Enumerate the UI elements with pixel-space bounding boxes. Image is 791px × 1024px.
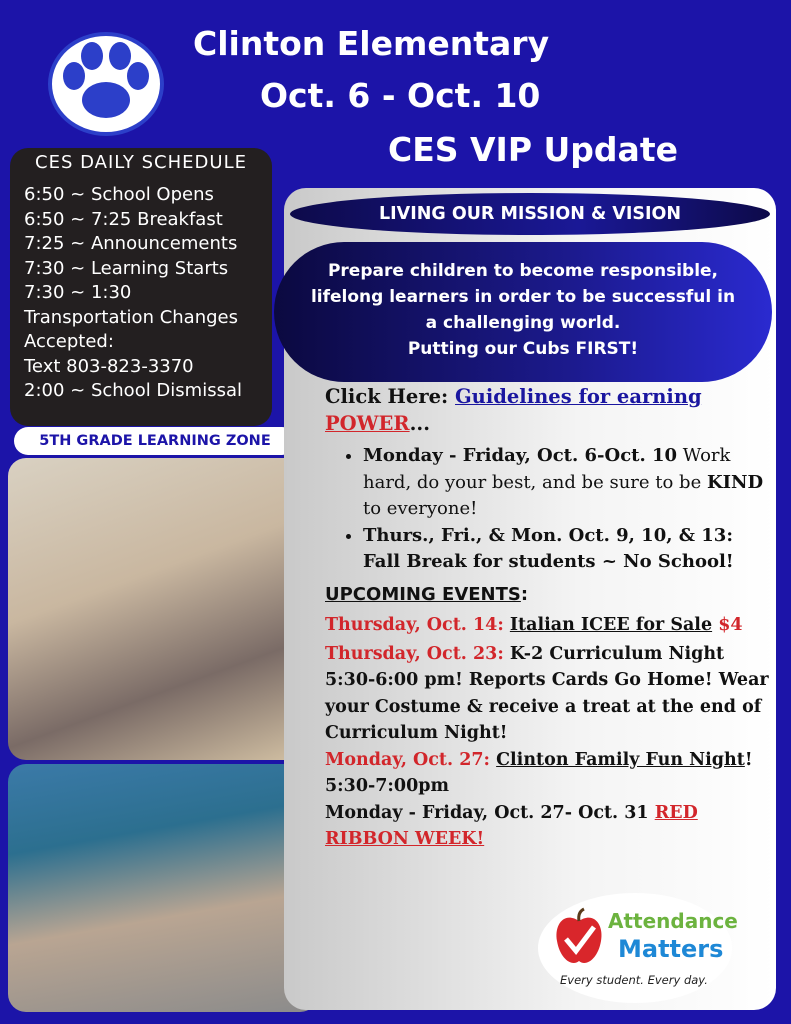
schedule-item: Transportation Changes [24,306,238,328]
date-range: Oct. 6 - Oct. 10 [260,76,541,115]
event-text: Monday - Friday, Oct. 27- Oct. 31 [325,802,655,823]
event-item [325,800,770,853]
announcement-list [345,443,770,576]
mission-statement [274,242,772,382]
bullet-text: Work hard, do your best, and be sure to be [363,445,731,493]
learning-zone-label: 5TH GRADE LEARNING ZONE [14,427,296,455]
event-date: Monday, Oct. 27: [325,749,491,770]
list-item: • Thurs., Fri., & Mon. Oct. 9, 10, & 13: Fall Break for students ~ No School! [363,523,770,576]
schedule-item: 6:50 ~ School Opens [24,184,214,205]
event-item [325,641,770,747]
schedule-item: 7:30 ~ Learning Starts [24,257,229,279]
bullet-date: Monday - Friday, Oct. 6-Oct. 10 [363,445,678,466]
attendance-badge [538,893,738,1003]
school-name: Clinton Elementary [193,24,550,63]
event-date: Thursday, Oct. 23: [325,643,504,664]
schedule-item: 7:30 ~ 1:30 [24,282,132,303]
icee-link[interactable]: Italian ICEE for Sale [509,615,713,635]
event-price: $4 [718,615,743,635]
paw-icon [52,36,160,132]
news-content [325,384,770,853]
schedule-item: Text 803-823-3370 [24,355,194,377]
click-here-label: Click Here: [325,385,456,408]
event-date: Thursday, Oct. 14: [325,615,504,635]
event-item [325,612,770,639]
apple-icon [554,907,604,967]
schedule-item: 2:00 ~ School Dismissal [24,380,242,401]
mission-line: Prepare children to become responsible, [327,261,719,281]
paw-logo [48,32,164,136]
attendance-tagline: Every student. Every day. [560,973,708,987]
attendance-word: Attendance [608,909,738,933]
daily-schedule [10,148,272,426]
update-title: CES VIP Update [388,130,678,169]
event-text: K-2 Curriculum Night 5:30-6:00 pm! Reports Cards Go Home! Wear your Costume & receive a treat at the end of Curriculum Night! [325,643,769,743]
mission-line: lifelong learners in order to be successful in [310,287,736,307]
red-ribbon-link[interactable]: RED RIBBON WEEK! [325,802,698,849]
power-link[interactable]: POWER [325,411,410,435]
mission-line: Putting our Cubs FIRST! [407,339,639,359]
bullet-kind: KIND [706,471,764,493]
schedule-item: 7:25 ~ Announcements [24,233,238,254]
classroom-photo-2 [8,764,318,1012]
events-heading: UPCOMING EVENTS [325,583,521,605]
matters-word: Matters [618,935,724,963]
fun-night-link[interactable]: Clinton Family Fun Night [496,749,745,770]
list-item [363,443,770,523]
colon: : [520,583,529,605]
bullet-text: to everyone! [363,498,478,519]
schedule-item: 6:50 ~ 7:25 Breakfast [24,208,223,230]
ellipsis: ... [409,411,430,435]
event-item [325,747,770,800]
classroom-photo-1 [8,458,318,760]
schedule-item: Accepted: [24,331,114,352]
mission-heading: LIVING OUR MISSION & VISION [290,193,770,235]
guidelines-link[interactable]: Guidelines for earning [455,385,702,408]
mission-line: a challenging world. [425,313,621,333]
event-text: ! 5:30-7:00pm [325,749,753,796]
schedule-title: CES DAILY SCHEDULE [35,152,247,173]
